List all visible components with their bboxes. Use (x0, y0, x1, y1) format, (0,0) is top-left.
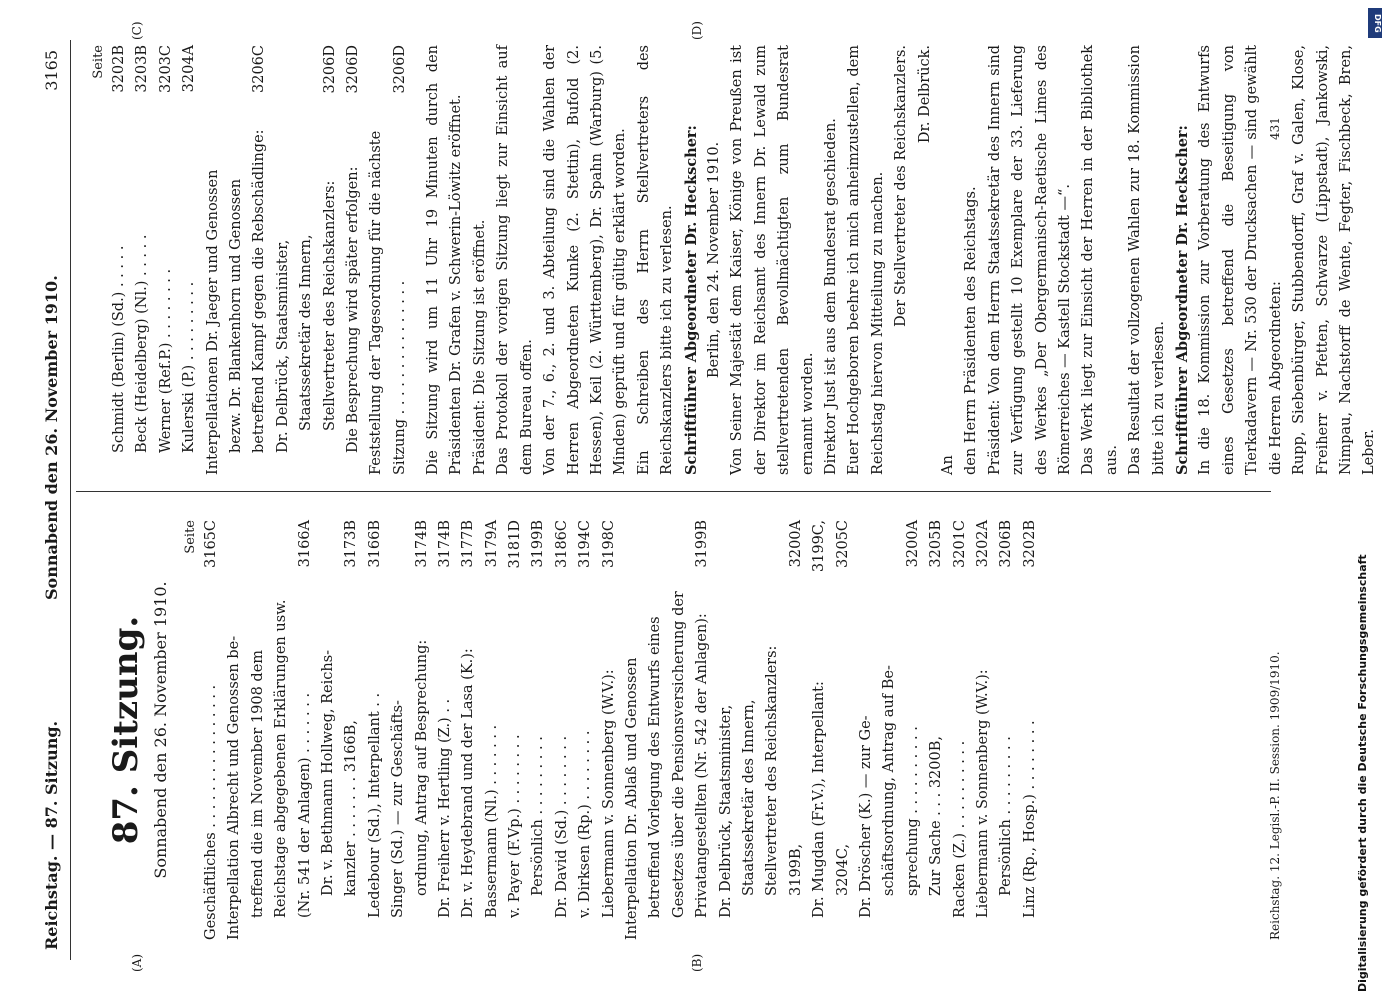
entry-text: Persönlich . . . . . . . . . (530, 736, 547, 896)
entry-text: Linz (Rp., Hosp.) . . . . . . . . (1021, 720, 1038, 918)
entry-text: Dr. Freiherr v. Hertling (Z.) . . (436, 698, 453, 918)
entry-page-ref: 3201C (951, 520, 968, 568)
contents-entry (481, 520, 504, 940)
contents-entry (551, 520, 574, 940)
contents-list-left (200, 520, 1042, 940)
entry-text: betreffend Kampf gegen die Rebschädlinge: (251, 129, 268, 453)
entry-page-ref: 3174B (436, 520, 453, 568)
contents-entry (878, 520, 901, 940)
page-footer: Reichstag. 12. Legisl.-P. II. Session. 1909/1910. (1268, 651, 1282, 940)
contents-entry (808, 520, 831, 940)
entry-page-ref: 3179A (483, 520, 500, 568)
opening-paragraph: Die Sitzung wird um 11 Uhr 19 Minuten durch den Präsidenten Dr. Grafen v. Schwerin-Löwitz eröffnet. (425, 45, 465, 475)
header-center: Sonnabend den 26. November 1910. (42, 275, 61, 600)
contents-entry (855, 520, 878, 940)
entry-text: v. Dirksen (Rp.) . . . . . . . . (577, 730, 594, 918)
entry-text: Beck (Heidelberg) (Nl.) . . . . . (134, 234, 151, 453)
entry-page-ref: 3200A (787, 520, 804, 568)
contents-entry (832, 520, 855, 940)
entry-page-ref: 3166A (296, 520, 313, 568)
letter-addressee-an: An (940, 455, 957, 475)
entry-text: Staatssekretär des Innern, (740, 699, 757, 896)
entry-text: ordnung, Antrag auf Besprechung: (413, 639, 430, 896)
contents-entry (248, 45, 271, 475)
entry-text: Feststellung der Tagesordnung für die nächste (368, 130, 385, 475)
entry-text: (Nr. 541 der Anlagen) . . . . . . . (296, 692, 313, 918)
contents-entry (949, 520, 972, 940)
entry-page-ref: 3202B (111, 45, 127, 93)
letter-date: Berlin, den 24. November 1910. (705, 141, 722, 379)
letter-body-2: Direktor Just ist aus dem Bundesrat geschieden. (822, 118, 839, 475)
contents-entry (598, 520, 621, 940)
entry-text: treffend die im November 1908 dem (249, 649, 266, 918)
entry-page-ref: 3202B (1021, 520, 1038, 568)
entry-text: schäftsordnung, Antrag auf Be- (881, 665, 898, 896)
contents-entry (1019, 520, 1042, 940)
dfg-logo: DFG (1368, 8, 1382, 38)
seite-label: Seite (183, 520, 198, 554)
entry-page-ref: 3206D (391, 45, 408, 94)
header-rule (70, 40, 71, 960)
contents-entry (389, 45, 412, 475)
entry-text: Sitzung . . . . . . . . . . . . . . . (391, 280, 408, 475)
contents-entry (574, 520, 597, 940)
entry-text: Werner (Ref.P.) . . . . . . . . (157, 268, 174, 453)
entry-text: Kulerski (P.) . . . . . . . . . (181, 281, 198, 453)
entry-text: Interpellation Dr. Ablaß und Genossen (624, 657, 641, 940)
president-statement: Präsident: Die Sitzung ist eröffnet. (471, 219, 488, 475)
letter-request: Ein Schreiben des Herrn Stellvertreters des Reichskanzlers bitte ich zu verlesen. (635, 45, 676, 475)
contents-entry (995, 520, 1018, 940)
entry-page-ref: 3199B (530, 520, 547, 568)
contents-entry (200, 520, 223, 940)
session-title: 87. Sitzung. (106, 615, 146, 845)
entry-page-ref: 3198C (600, 520, 617, 568)
entry-text: Zur Sache . . . 3200B, (928, 735, 945, 896)
contents-entry (691, 520, 714, 940)
entry-text: kanzler . . . . . . . 3166B, (343, 720, 360, 896)
contents-entry (761, 520, 784, 940)
entry-page-ref: 3165C (203, 520, 219, 568)
protocol-note: Das Protokoll der vorigen Sitzung liegt zur Einsicht auf dem Bureau offen. (495, 45, 535, 475)
entry-text: Privatangestellten (Nr. 542 der Anlagen): (694, 613, 711, 918)
entry-text: Staatssekretär des Innern, (298, 234, 315, 431)
entry-text: Liebermann v. Sonnenberg (W.V.): (974, 669, 991, 918)
page-header (28, 40, 68, 980)
entry-text: 3199B, (787, 843, 804, 896)
entry-page-ref: 3206C (251, 45, 268, 93)
margin-mark-d: (D) (690, 21, 704, 40)
contents-entry (317, 520, 340, 940)
president-limes-note: Präsident: Von dem Herrn Staatssekretär des Innern sind zur Verfügung gestellt 10 Exemplare der 33. Lieferung des Werkes „Der Obergermanisch-Raetische Limes des Römerreiches — Kastell Stockstadt —“. (986, 45, 1074, 475)
entry-page-ref: 3204A (181, 45, 198, 93)
entry-text: Dr. David (Sd.) . . . . . . . . (553, 735, 570, 918)
entry-text: Die Besprechung wird später erfolgen: (344, 166, 361, 453)
elections-note: Von der 7., 6., 2. und 3. Abteilung sind die Wahlen der Herren Abgeordneten Kunke (2. Stettin), Bufold (2. Hessen), Keil (2. Württemberg), Dr. Spahn (Warburg) (5. Minden) geprüft und für gültig erklärt worden. (542, 45, 629, 475)
entry-page-ref: 3205B (928, 520, 945, 568)
entry-text: Gesetzes über die Pensionsversicherung der (670, 591, 687, 918)
header-left: Reichstag. — 87. Sitzung. (42, 720, 61, 950)
contents-entry (644, 520, 667, 940)
contents-entry (621, 520, 644, 940)
entry-text: Stellvertreter des Reichskanzlers: (321, 180, 338, 431)
entry-page-ref: 3199C, (811, 520, 828, 573)
entry-text: Dr. Dröscher (K.) — zur Ge- (857, 715, 874, 918)
contents-entry (340, 520, 363, 940)
contents-entry (247, 520, 270, 940)
entry-text: betreffend Vorlegung des Entwurfs eines (647, 616, 664, 918)
contents-entry (319, 45, 342, 475)
page-number: 3165 (42, 50, 61, 91)
session-date: Sonnabend den 26. November 1910. (151, 581, 170, 879)
margin-mark-c: (C) (130, 21, 144, 40)
entry-text: Bassermann (Nl.) . . . . . . . (483, 724, 500, 918)
contents-list-right (108, 45, 412, 475)
contents-entry (972, 520, 995, 940)
entry-text: sprechung . . . . . . . . . . (904, 726, 921, 896)
digitization-text: Digitalisierung gefördert durch die Deutsche Forschungsgemeinschaft (1356, 554, 1369, 992)
entry-text: Racken (Z.) . . . . . . . . . . (951, 740, 968, 918)
entry-page-ref: 3166B (366, 520, 383, 568)
entry-page-ref: 3205C (834, 520, 851, 568)
contents-entry (272, 45, 295, 475)
contents-entry (527, 520, 550, 940)
contents-entry (178, 45, 201, 475)
entry-page-ref: 3174B (413, 520, 430, 568)
left-column (90, 520, 1042, 940)
entry-text: Persönlich . . . . . . . . . (998, 736, 1015, 896)
entry-page-ref: 3181D (507, 520, 524, 569)
contents-entry (715, 520, 738, 940)
entry-page-ref: 3177B (460, 520, 477, 568)
contents-entry (131, 45, 154, 475)
entry-page-ref: 3194C (577, 520, 594, 568)
contents-entry (223, 520, 246, 940)
secretary-heading: Schriftführer Abgeordneter Dr. Heckscher: (682, 125, 700, 475)
entry-page-ref: 3206D (321, 45, 338, 94)
entry-text: 3204C, (834, 843, 851, 896)
contents-entry (295, 45, 318, 475)
entry-page-ref: 3206B (998, 520, 1015, 568)
entry-text: Reichstage abgegebenen Erklärungen usw. (273, 599, 290, 918)
digitization-note (1350, 8, 1376, 992)
contents-entry (365, 45, 388, 475)
contents-entry (387, 520, 410, 940)
seite-label-right: Seite (91, 45, 106, 79)
contents-entry (294, 520, 317, 940)
contents-entry (434, 520, 457, 940)
contents-entry (364, 520, 387, 940)
entry-text: Dr. Mugdan (Fr.V.), Interpellant: (811, 681, 828, 918)
entry-text: Schmidt (Berlin) (Sd.) . . . . . (111, 245, 127, 453)
entry-page-ref: 3202A (974, 520, 991, 568)
column-rule (76, 491, 1271, 492)
entry-page-ref: 3206D (344, 45, 361, 94)
letter-body-3: Euer Hochgeboren beehre ich mich anheimzustellen, dem Reichstag hiervon Mitteilung zu machen. (846, 45, 886, 475)
entry-page-ref: 3173B (343, 520, 360, 568)
contents-entry (738, 520, 761, 940)
entry-text: Stellvertreter des Reichskanzlers: (764, 645, 781, 896)
margin-mark-b: (B) (690, 953, 704, 972)
library-note: Das Werk liegt zur Einsicht der Herren in der Bibliothek aus. (1080, 45, 1120, 475)
contents-entry (925, 520, 948, 940)
secretary-heading-2: Schriftführer Abgeordneter Dr. Heckscher: (1174, 125, 1192, 475)
letter-body: Von Seiner Majestät dem Kaiser, Könige von Preußen ist der Direktor im Reichsamt des Innern Dr. Lewald zum stellvertretenden Bevollmächtigten zum Bundesrat ernannt worden. (729, 45, 816, 475)
contents-entry (270, 520, 293, 940)
contents-entry (668, 520, 691, 940)
contents-entry (411, 520, 434, 940)
commission-body: In die 18. Kommission zur Vorberatung des Entwurfs eines Gesetzes betreffend die Beseitigung von Tierkadavern — Nr. 530 der Drucksachen — sind gewählt die Herren Abgeordneten: (1197, 45, 1284, 475)
entry-page-ref: 3203B (134, 45, 151, 93)
contents-entry (225, 45, 248, 475)
entry-page-ref: 3199B (694, 520, 711, 568)
contents-entry (202, 45, 225, 475)
entry-page-ref: 3186C (553, 520, 570, 568)
footer-number: 431 (1268, 117, 1282, 140)
contents-entry (504, 520, 527, 940)
letter-signature-name: Dr. Delbrück. (916, 45, 933, 144)
entry-text: Geschäftliches . . . . . . . . . . . . . . . . (203, 684, 219, 940)
entry-text: Dr. v. Bethmann Hollweg, Reichs- (319, 649, 336, 896)
commission-members: Rupp, Siebenbürger, Stubbendorff, Graf v. Galen, Klose, Freiherr v. Pfetten, Schwarze (Lippstadt), Jankowski, Nimpau, Nachstorff de Wente, Fegter, Fischbeck, Bren, Leber. (1291, 45, 1378, 475)
entry-text: Liebermann v. Sonnenberg (W.V.): (600, 669, 617, 918)
margin-mark-a: (A) (130, 953, 144, 972)
entry-page-ref: 3200A (904, 520, 921, 568)
entry-text: Interpellation Albrecht und Genossen be- (226, 635, 243, 940)
entry-text: v. Payer (F.Vp.) . . . . . . . . (507, 734, 524, 918)
right-column (90, 45, 1382, 475)
letter-addressee: den Herrn Präsidenten des Reichstags. (963, 186, 980, 475)
contents-entry (902, 520, 925, 940)
entry-text: Interpellationen Dr. Jaeger und Genossen (204, 169, 221, 475)
entry-text: Ledebour (Sd.), Interpellant . . (366, 692, 383, 918)
letter-signature-title: Der Stellvertreter des Reichskanzlers. (893, 45, 910, 327)
contents-entry (155, 45, 178, 475)
entry-text: Dr. Delbrück, Staatsminister, (717, 704, 734, 918)
contents-entry (785, 520, 808, 940)
entry-text: bezw. Dr. Blankenhorn und Genossen (227, 178, 244, 453)
entry-text: Dr. Delbrück, Staatsminister, (274, 239, 291, 453)
entry-text: Dr. v. Heydebrand und der Lasa (K.): (460, 648, 477, 918)
contents-entry (108, 45, 131, 475)
entry-text: Singer (Sd.) — zur Geschäfts- (390, 700, 407, 918)
contents-entry (457, 520, 480, 940)
entry-page-ref: 3203C (157, 45, 174, 93)
contents-entry (342, 45, 365, 475)
commission-request: Das Resultat der vollzogenen Wahlen zur 18. Kommission bitte ich zu verlesen. (1127, 45, 1167, 475)
